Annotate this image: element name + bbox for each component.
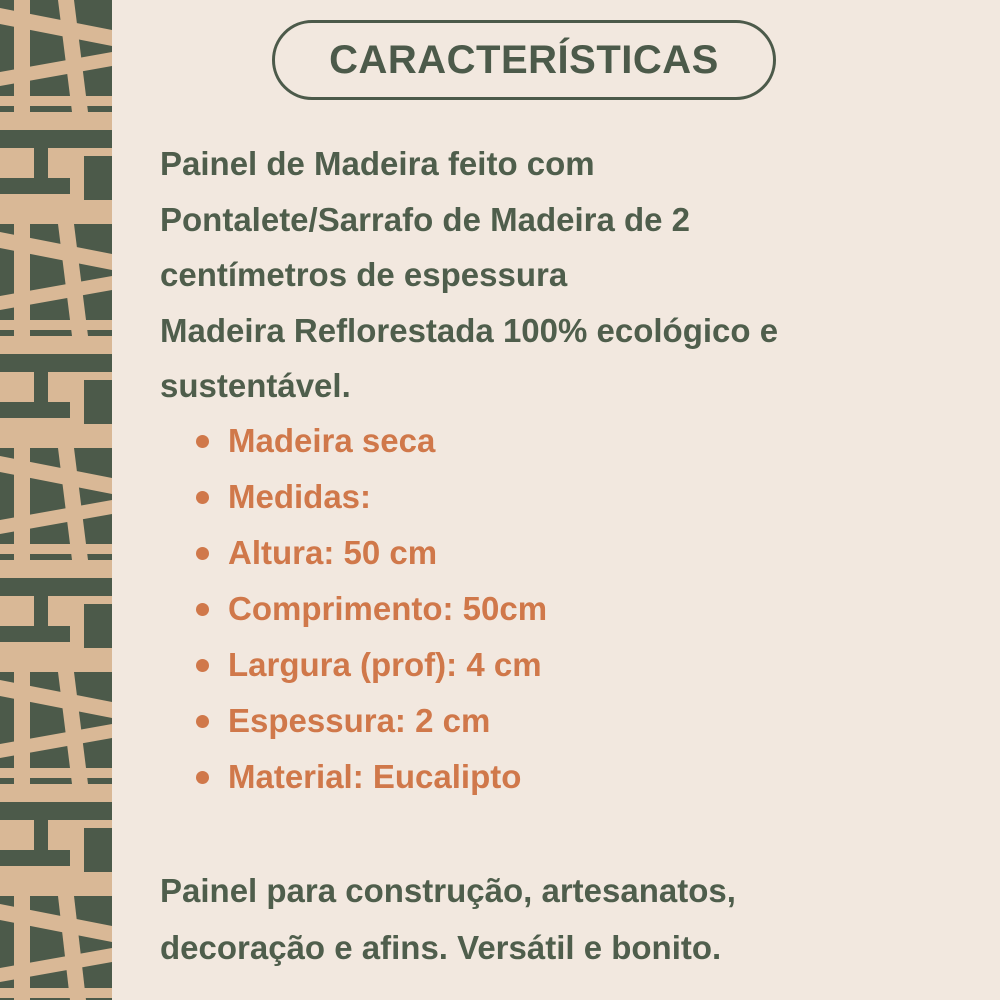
intro-paragraph [160, 136, 980, 414]
bullet-icon [196, 603, 209, 616]
list-item [160, 581, 547, 637]
list-item [160, 693, 547, 749]
wood-slat-pattern-graphic [0, 0, 112, 1000]
intro-line: sustentável. [160, 367, 351, 404]
bullet-icon [196, 491, 209, 504]
list-item [160, 469, 547, 525]
bullet-icon [196, 659, 209, 672]
feature-text: Comprimento: 50cm [228, 590, 548, 627]
bullet-icon [196, 715, 209, 728]
title-badge [272, 20, 776, 100]
list-item [160, 749, 547, 805]
list-item [160, 637, 547, 693]
feature-text: Altura: 50 cm [228, 534, 438, 571]
outro-line: decoração e afins. Versátil e bonito. [160, 929, 722, 966]
feature-text: Medidas: [228, 478, 372, 515]
intro-line: Painel de Madeira feito com [160, 145, 595, 182]
bullet-icon [196, 771, 209, 784]
wood-pattern-strip [0, 0, 112, 1000]
intro-line: Pontalete/Sarrafo de Madeira de 2 [160, 200, 691, 238]
feature-text: Madeira seca [228, 422, 436, 459]
bullet-icon [196, 435, 209, 448]
features-list [160, 413, 547, 805]
list-item [160, 525, 547, 581]
intro-line: Madeira Reflorestada 100% ecológico e [160, 311, 779, 349]
outro-paragraph [160, 862, 736, 976]
page-title: CARACTERÍSTICAS [329, 38, 719, 82]
feature-text: Largura (prof): 4 cm [228, 646, 542, 683]
bullet-icon [196, 547, 209, 560]
feature-text: Espessura: 2 cm [228, 702, 491, 739]
list-item [160, 413, 547, 469]
outro-line: Painel para construção, artesanatos, [160, 872, 736, 909]
intro-line: centímetros de espessura [160, 256, 568, 293]
feature-text: Material: Eucalipto [228, 758, 522, 795]
